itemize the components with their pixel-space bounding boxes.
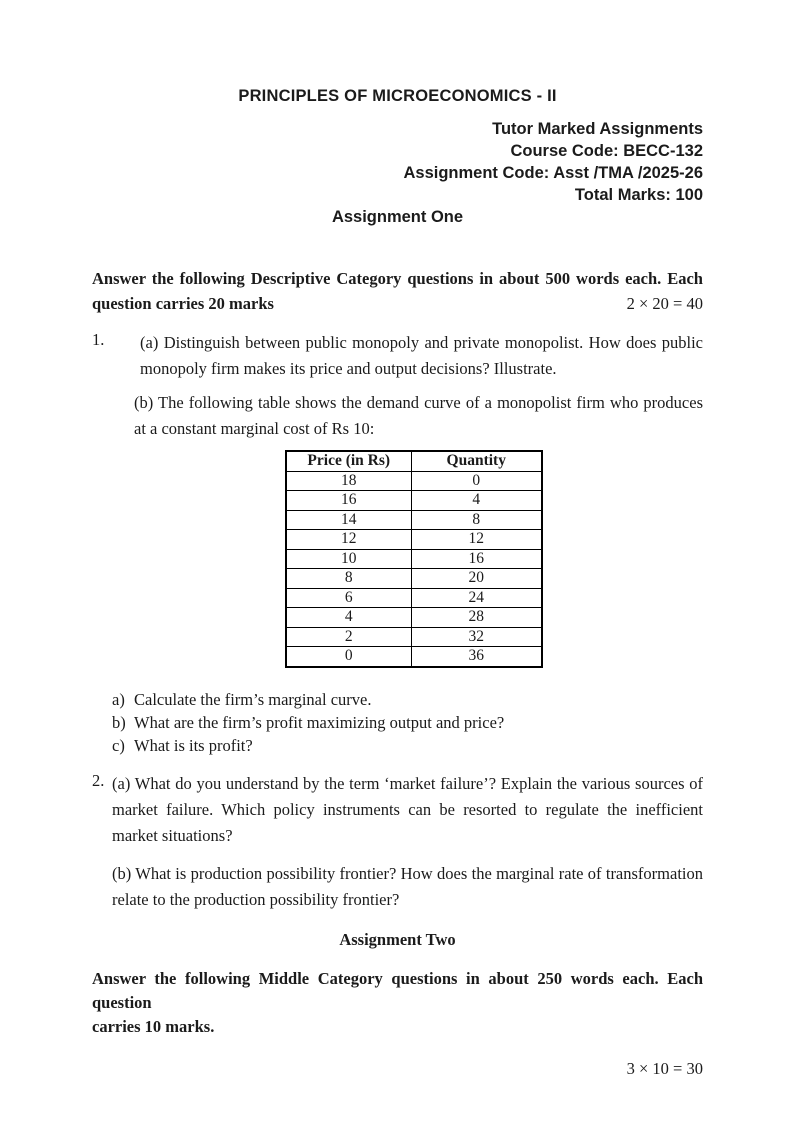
demand-table-container [285, 450, 703, 668]
assignment-two-instructions [92, 967, 703, 1039]
quantity-cell: 8 [411, 510, 542, 530]
subquestion-c-label: c) [112, 735, 125, 755]
table-row [286, 647, 542, 667]
table-row [286, 569, 542, 589]
price-cell: 14 [286, 510, 411, 530]
question-1-part-a: (a) Distinguish between public monopoly and private monopolist. How does public monopoly firm makes its price and output decisions? Illustrate. [140, 333, 703, 378]
question-1-part-b: (b) The following table shows the demand curve of a monopolist firm who produces at a constant marginal cost of Rs 10: [134, 393, 703, 438]
table-row [286, 608, 542, 628]
assignment-one-instructions [92, 266, 703, 316]
demand-table [285, 450, 543, 668]
table-row [286, 530, 542, 550]
quantity-cell: 4 [411, 491, 542, 511]
assignment-one-heading: Assignment One [331, 208, 464, 226]
quantity-cell: 36 [411, 647, 542, 667]
price-header-cell: Price (in Rs) [286, 451, 411, 471]
instructions-two-line-2: carries 10 marks. [92, 1016, 215, 1036]
instructions-line-2-text: question carries 20 marks [92, 294, 274, 313]
assignment-code-line: Assignment Code: Asst /TMA /2025-26 [403, 164, 703, 182]
question-1 [92, 330, 703, 442]
price-cell: 4 [286, 608, 411, 628]
table-header-row [286, 451, 542, 471]
quantity-cell: 16 [411, 549, 542, 569]
assignment-two-heading: Assignment Two [339, 929, 456, 949]
table-row [286, 471, 542, 491]
price-cell: 0 [286, 647, 411, 667]
instructions-two-line-1: Answer the following Middle Category questions in about 250 words each. Each question [92, 968, 703, 1012]
document-title: PRINCIPLES OF MICROECONOMICS - II [238, 87, 557, 105]
question-2-part-b: (b) What is production possibility frontier? How does the marginal rate of transformation relate to the production possibility frontier? [112, 863, 703, 909]
subquestion-c-text: What is its profit? [134, 735, 253, 755]
price-cell: 18 [286, 471, 411, 491]
price-cell: 2 [286, 627, 411, 647]
table-row [286, 491, 542, 511]
price-cell: 12 [286, 530, 411, 550]
subquestion-b [112, 711, 703, 734]
subquestion-a [112, 688, 703, 711]
quantity-cell: 32 [411, 627, 542, 647]
question-2 [92, 771, 703, 913]
quantity-cell: 28 [411, 608, 542, 628]
quantity-cell: 20 [411, 569, 542, 589]
table-row [286, 549, 542, 569]
instructions-line-1: Answer the following Descriptive Category questions in about 500 words each. Each [92, 269, 703, 288]
quantity-cell: 0 [411, 471, 542, 491]
table-row [286, 627, 542, 647]
question-2-number: 2. [92, 770, 105, 790]
table-row [286, 510, 542, 530]
price-cell: 10 [286, 549, 411, 569]
total-marks-line: Total Marks: 100 [574, 186, 703, 204]
assignment-header-block [92, 118, 703, 206]
instructions-line-2 [92, 291, 703, 316]
course-code-line: Course Code: BECC-132 [510, 142, 703, 160]
subquestion-a-label: a) [112, 689, 125, 709]
subquestion-c [112, 734, 703, 757]
subquestion-b-label: b) [112, 712, 126, 732]
price-cell: 16 [286, 491, 411, 511]
subquestion-b-text: What are the firm’s profit maximizing output and price? [134, 712, 505, 732]
price-cell: 6 [286, 588, 411, 608]
quantity-header-cell: Quantity [411, 451, 542, 471]
marks-formula-1: 2 × 20 = 40 [626, 294, 703, 313]
question-1-number: 1. [92, 330, 105, 349]
quantity-cell: 12 [411, 530, 542, 550]
question-2-part-a: (a) What do you understand by the term ‘market failure’? Explain the various sources of market failure. Which policy instruments can be resorted to regulate the inefficient market situations? [112, 773, 703, 845]
marks-formula-2: 3 × 10 = 30 [626, 1058, 703, 1078]
table-row [286, 588, 542, 608]
tutor-marked-assignments-line: Tutor Marked Assignments [492, 120, 703, 138]
quantity-cell: 24 [411, 588, 542, 608]
subquestion-a-text: Calculate the firm’s marginal curve. [134, 689, 372, 709]
question-1-subquestions [112, 688, 703, 757]
price-cell: 8 [286, 569, 411, 589]
